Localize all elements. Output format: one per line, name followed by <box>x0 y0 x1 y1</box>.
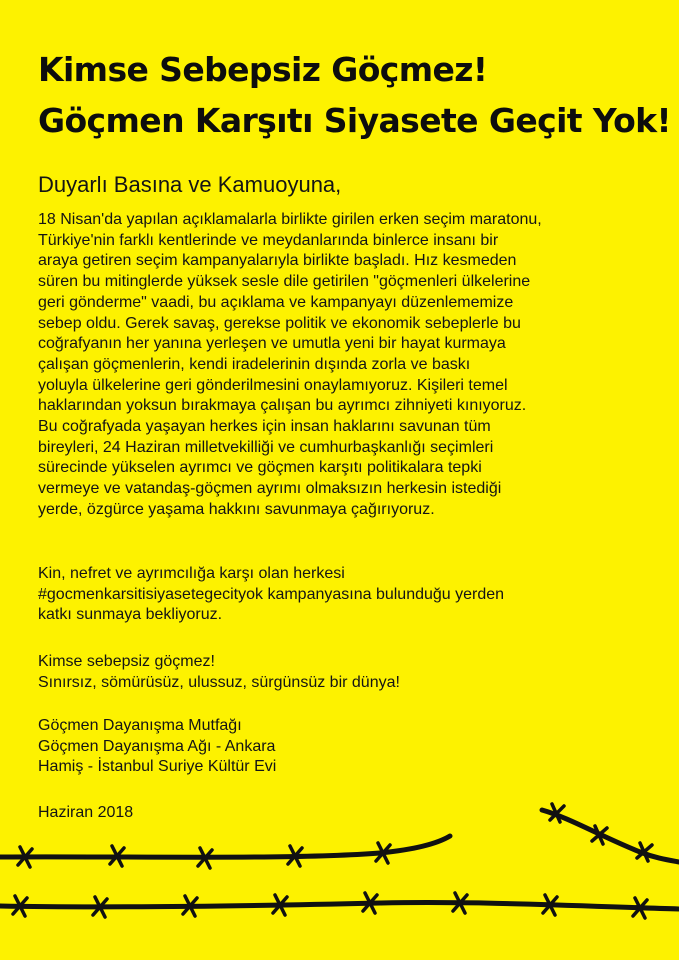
slogan-block <box>38 652 648 693</box>
statement-line: Bu coğrafyada yaşayan herkes için insan haklarını savunan tüm <box>38 418 491 436</box>
statement-line: bireyleri, 24 Haziran milletvekilliği ve cumhurbaşkanlığı seçimleri <box>38 438 494 456</box>
signatory: Göçmen Dayanışma Mutfağı <box>38 717 242 734</box>
slogan-line: Sınırsız, sömürüsüz, ulussuz, sürgünsüz bir dünya! <box>38 673 400 691</box>
poster-title <box>38 44 671 146</box>
signatory: Hamiş - İstanbul Suriye Kültür Evi <box>38 758 277 776</box>
campaign-line: katkı sunmaya bekliyoruz. <box>38 606 223 624</box>
signatories <box>38 716 648 778</box>
statement-line: 18 Nisan'da yapılan açıklamalarla birlikte girilen erken seçim maratonu, <box>38 211 542 228</box>
campaign-line: Kin, nefret ve ayrımcılığa karşı olan herkesi <box>38 565 345 582</box>
signatory: Göçmen Dayanışma Ağı - Ankara <box>38 737 276 755</box>
statement-line: süren bu mitinglerde yüksek sesle dile getirilen "göçmenleri ülkelerine <box>38 273 531 291</box>
statement-line: yoluyla ülkelerine geri gönderilmesini onaylamıyoruz. Kişileri temel <box>38 376 508 394</box>
slogan-line: Kimse sebepsiz göçmez! <box>38 653 215 670</box>
statement-line: araya getiren seçim kampanyalarıyla birlikte başladı. Hız kesmeden <box>38 252 517 270</box>
title-line-2: Göçmen Karşıtı Siyasete Geçit Yok! <box>38 101 671 140</box>
statement-line: sürecinde yükselen ayrımcı ve göçmen karşıtı politikalara tepki <box>38 459 482 477</box>
statement-line: sebep oldu. Gerek savaş, gerekse politik ve ekonomik sebeplerle bu <box>38 314 521 332</box>
statement-line: yerde, özgürce yaşama hakkını savunmaya çağırıyoruz. <box>38 500 435 518</box>
statement-line: vermeye ve vatandaş-göçmen ayrımı olmaksızın herkesin istediği <box>38 480 502 498</box>
title-line-1: Kimse Sebepsiz Göçmez! <box>38 50 488 89</box>
campaign-hashtag-line: #gocmenkarsitisiyasetegecityok kampanyasına bulunduğu yerden <box>38 585 505 603</box>
barbed-wire-icon <box>0 780 679 960</box>
date-line: Haziran 2018 <box>38 804 134 821</box>
statement-line: çalışan göçmenlerin, kendi iradelerinin dışında zorla ve baskı <box>38 355 471 373</box>
statement-line: geri gönderme" vaadi, bu açıklama ve kampanyayı düzenlememize <box>38 293 514 311</box>
salutation: Duyarlı Basına ve Kamuoyuna, <box>38 172 342 197</box>
statement-line: coğrafyanın her yanına yerleşen ve umutla yeni bir hayat kurmaya <box>38 335 506 353</box>
statement-line: haklarından yoksun bırakmaya çalışan bu ayrımcı zihniyeti kınıyoruz. <box>38 397 527 415</box>
statement-paragraph <box>38 210 648 521</box>
statement-line: Türkiye'nin farklı kentlerinde ve meydanlarında binlerce insanı bir <box>38 231 499 249</box>
campaign-paragraph <box>38 564 648 626</box>
